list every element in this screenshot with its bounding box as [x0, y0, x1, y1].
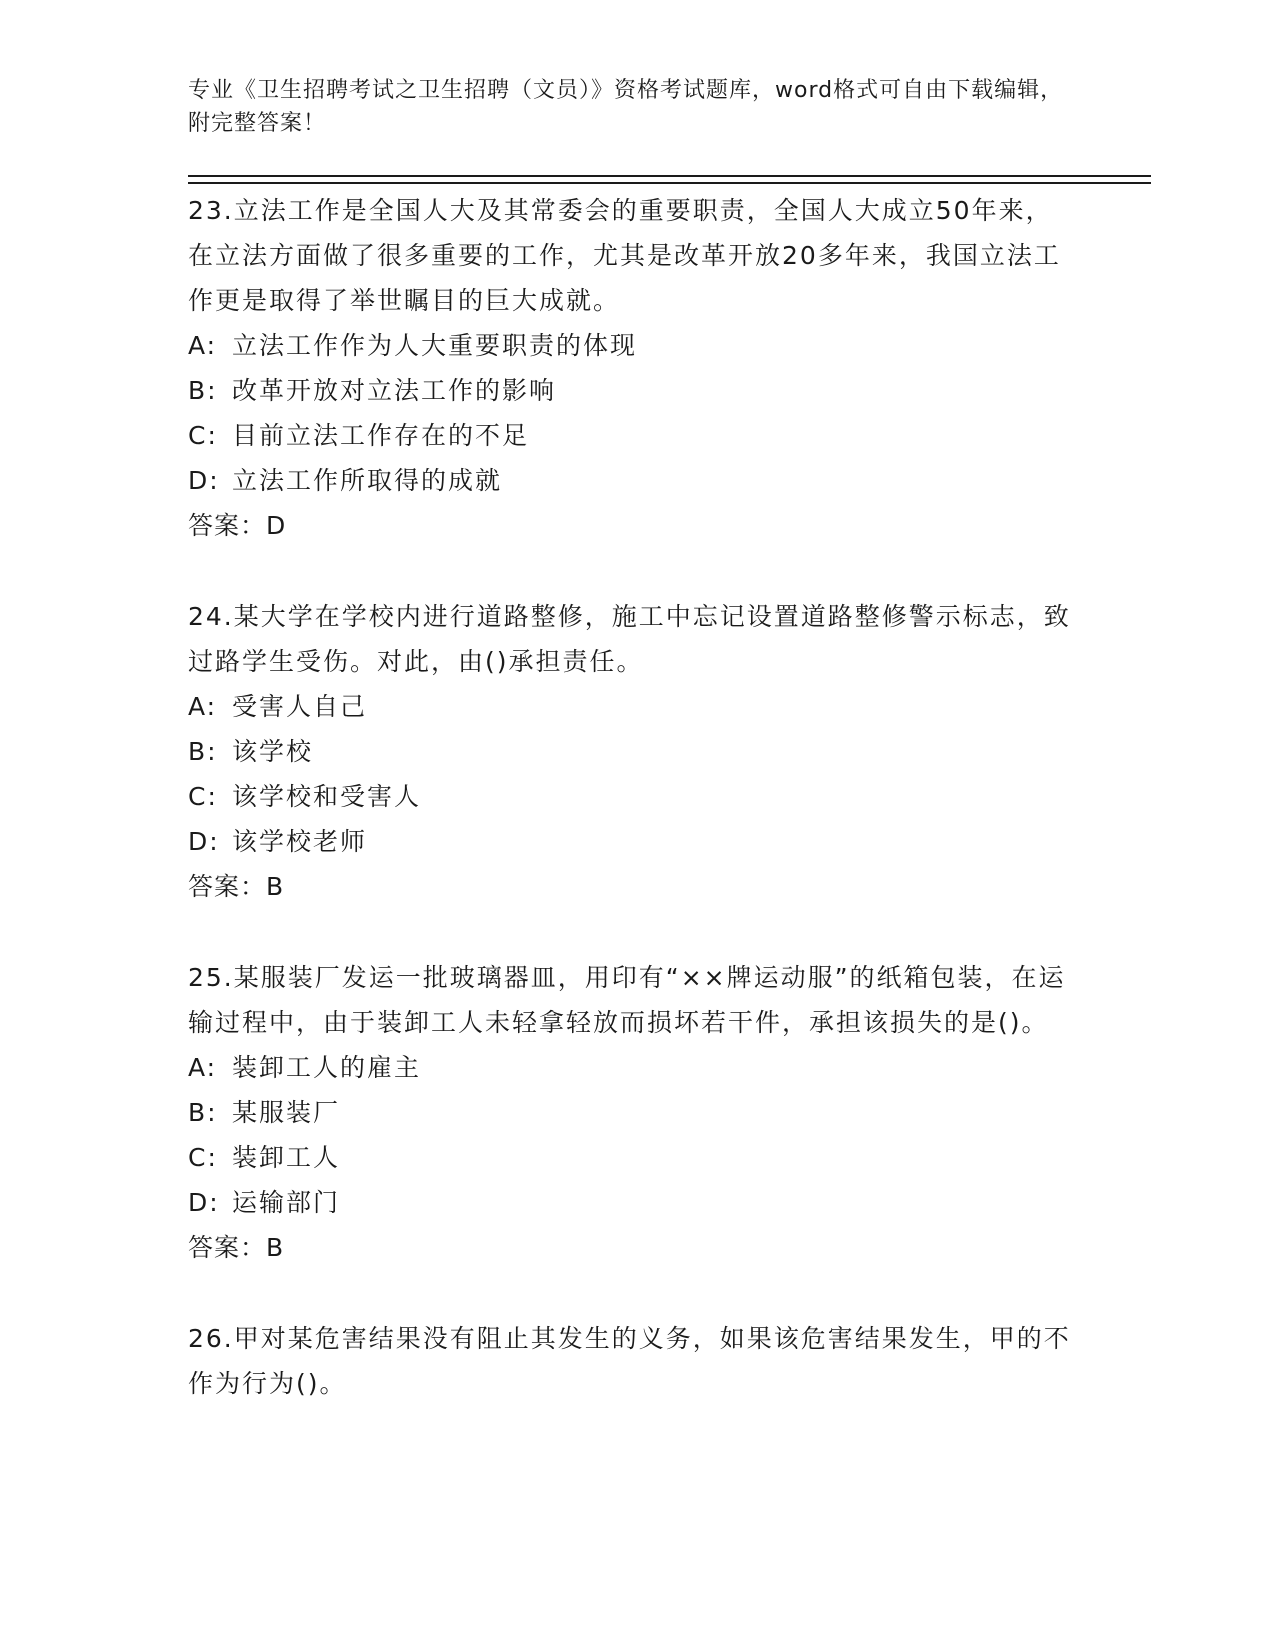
option-label: B:	[188, 376, 218, 405]
answer-line: 答案：B	[188, 1233, 285, 1262]
option-d	[188, 819, 1078, 864]
option-b	[188, 368, 1078, 413]
option-label: C:	[188, 421, 218, 450]
option-c	[188, 774, 1078, 819]
option-d	[188, 458, 1078, 503]
option-label: D:	[188, 1188, 220, 1217]
answer-line: 答案：B	[188, 872, 285, 901]
option-label: D:	[188, 466, 220, 495]
question-stem: 25.某服装厂发运一批玻璃器皿，用印有“××牌运动服”的纸箱包装，在运输过程中，由于装卸工人未轻拿轻放而损坏若干件，承担该损失的是()。	[188, 963, 1066, 1037]
option-b	[188, 729, 1078, 774]
option-c	[188, 413, 1078, 458]
document-header: 专业《卫生招聘考试之卫生招聘（文员）》资格考试题库，word格式可自由下载编辑，附完整答案！	[188, 78, 1064, 136]
option-c	[188, 1135, 1078, 1180]
option-label: A:	[188, 1053, 218, 1082]
option-text: 立法工作作为人大重要职责的体现	[232, 331, 638, 360]
option-text: 装卸工人	[232, 1143, 341, 1172]
option-a	[188, 1045, 1078, 1090]
option-text: 某服装厂	[232, 1098, 341, 1127]
question-24	[188, 594, 1078, 909]
option-label: C:	[188, 1143, 218, 1172]
option-text: 该学校老师	[232, 827, 368, 856]
option-text: 改革开放对立法工作的影响	[232, 376, 557, 405]
question-stem: 23.立法工作是全国人大及其常委会的重要职责，全国人大成立50年来，在立法方面做了很多重要的工作，尤其是改革开放20多年来，我国立法工作更是取得了举世瞩目的巨大成就。	[188, 196, 1061, 315]
question-23	[188, 188, 1078, 548]
option-text: 该学校和受害人	[232, 782, 422, 811]
header-rule-bottom	[188, 182, 1151, 184]
option-a	[188, 684, 1078, 729]
question-list	[188, 188, 1078, 1452]
option-text: 受害人自己	[232, 692, 368, 721]
option-label: A:	[188, 692, 218, 721]
option-text: 该学校	[232, 737, 314, 766]
question-26	[188, 1316, 1078, 1406]
answer-line: 答案：D	[188, 511, 287, 540]
option-label: C:	[188, 782, 218, 811]
option-d	[188, 1180, 1078, 1225]
option-b	[188, 1090, 1078, 1135]
option-label: A:	[188, 331, 218, 360]
option-text: 装卸工人的雇主	[232, 1053, 422, 1082]
option-text: 运输部门	[232, 1188, 341, 1217]
option-label: B:	[188, 1098, 218, 1127]
option-label: B:	[188, 737, 218, 766]
question-stem: 24.某大学在学校内进行道路整修，施工中忘记设置道路整修警示标志，致过路学生受伤。对此，由()承担责任。	[188, 602, 1071, 676]
option-text: 立法工作所取得的成就	[232, 466, 503, 495]
option-a	[188, 323, 1078, 368]
option-text: 目前立法工作存在的不足	[232, 421, 530, 450]
question-stem: 26.甲对某危害结果没有阻止其发生的义务，如果该危害结果发生，甲的不作为行为()。	[188, 1324, 1071, 1398]
option-label: D:	[188, 827, 220, 856]
header-rule-top	[188, 175, 1151, 177]
question-25	[188, 955, 1078, 1270]
